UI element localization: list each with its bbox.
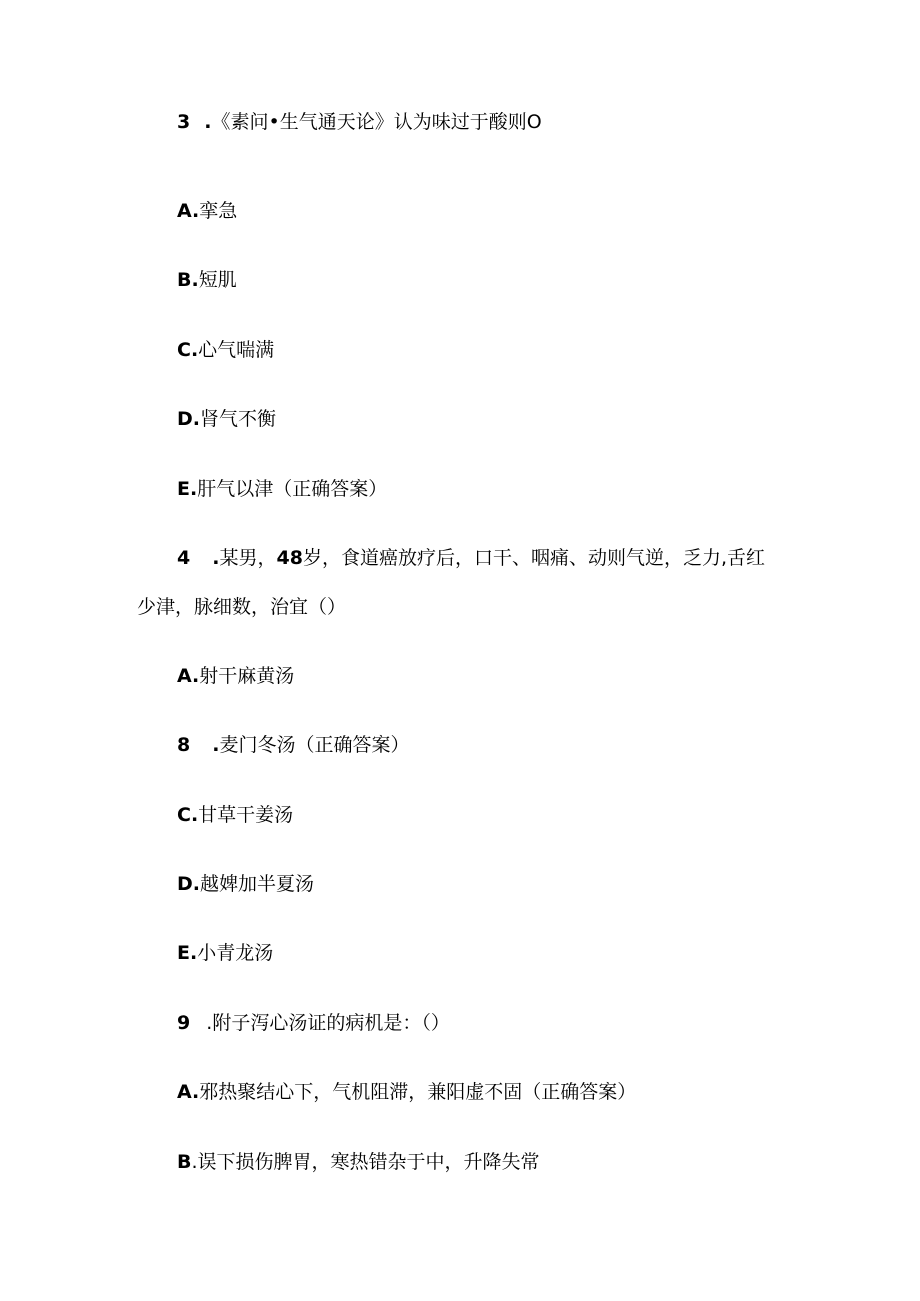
- option-3b: [177, 268, 237, 292]
- option-letter: A.: [177, 200, 200, 222]
- option-letter: 8: [177, 734, 191, 756]
- option-9b: [177, 1150, 540, 1174]
- option-text: 短肌: [198, 269, 237, 291]
- question-number: 4: [177, 547, 191, 569]
- question-4-stem-line1: [177, 546, 765, 570]
- option-letter: E.: [177, 942, 198, 964]
- question-9-stem: [177, 1011, 450, 1035]
- option-text: 射干麻黄汤: [199, 665, 295, 687]
- question-number: 9: [177, 1012, 191, 1034]
- option-text: 麦门冬汤（正确答案）: [219, 734, 410, 756]
- option-letter: D.: [177, 873, 200, 895]
- option-text: 肝气以津（正确答案）: [197, 478, 388, 500]
- option-9a: [177, 1080, 636, 1104]
- question-separator: .: [206, 1012, 213, 1034]
- question-separator: .: [212, 547, 220, 569]
- option-separator: .: [191, 1151, 198, 1173]
- question-separator: .: [204, 111, 212, 133]
- option-3c: [177, 338, 274, 362]
- option-letter: C.: [177, 339, 199, 361]
- question-text: 附子泻心汤证的病机是：（）: [212, 1012, 450, 1034]
- option-letter: C.: [177, 804, 199, 826]
- option-3e: [177, 477, 387, 501]
- option-letter: A.: [177, 1081, 200, 1103]
- option-text: 心气喘满: [198, 339, 275, 361]
- option-text: 越婢加半夏汤: [200, 873, 315, 895]
- option-text: 小青龙汤: [197, 942, 274, 964]
- option-letter: B.: [177, 269, 199, 291]
- question-number: 3: [177, 111, 191, 133]
- option-text: 误下损伤脾胃，寒热错杂于中，升降失常: [197, 1151, 540, 1173]
- question-text-lead: 某男，: [219, 547, 277, 569]
- question-4-stem-line2: [137, 595, 346, 619]
- option-4c: [177, 803, 293, 827]
- option-4e: [177, 941, 273, 965]
- option-3d: [177, 407, 276, 431]
- option-text: 邪热聚结心下，气机阻滞，兼阳虚不固（正确答案）: [199, 1081, 637, 1103]
- option-4d: [177, 872, 314, 896]
- option-4b: [177, 733, 410, 757]
- option-4a: [177, 664, 294, 688]
- question-text-continued: 少津，脉细数，治宜（）: [137, 596, 347, 618]
- option-letter: A.: [177, 665, 200, 687]
- question-text-rest: 岁，食道癌放疗后，口干、咽痛、动则气逆，乏力,舌红: [302, 547, 766, 569]
- question-text: 《素问•生气通天论》认为味过于酸则O: [211, 111, 542, 133]
- option-letter: E.: [177, 478, 198, 500]
- option-text: 甘草干姜汤: [198, 804, 294, 826]
- option-text: 挛急: [199, 200, 238, 222]
- question-3-stem: [177, 110, 542, 134]
- question-age: 48: [276, 547, 303, 569]
- option-3a: [177, 199, 237, 223]
- option-text: 肾气不衡: [200, 408, 277, 430]
- option-separator: .: [212, 734, 220, 756]
- option-letter: D.: [177, 408, 200, 430]
- option-letter: B: [177, 1151, 192, 1173]
